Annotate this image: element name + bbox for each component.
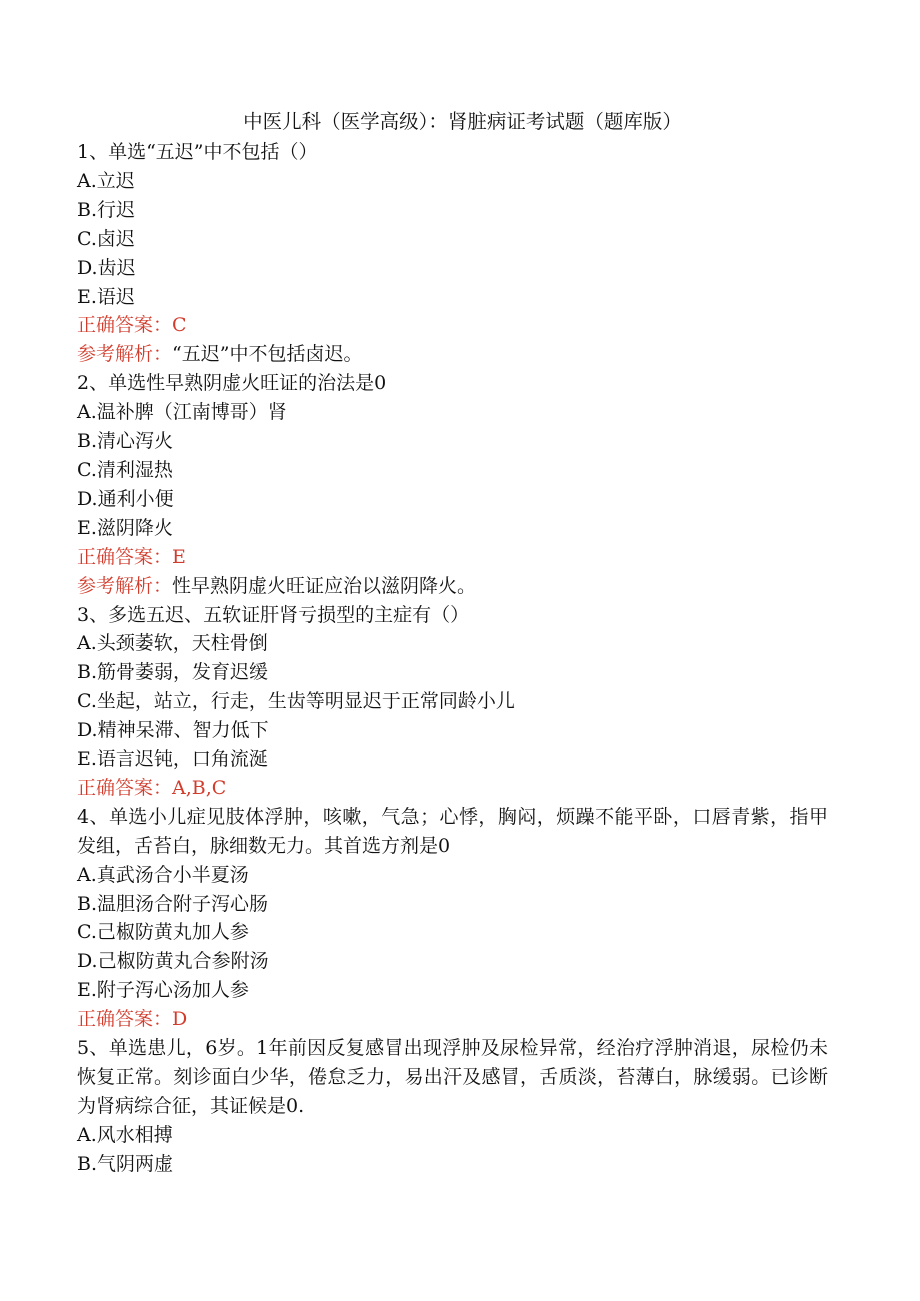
option-a: A.立迟 bbox=[77, 169, 135, 192]
answer-label: 正确答案： bbox=[77, 545, 173, 568]
correct-answer bbox=[77, 1005, 828, 1034]
correct-answer bbox=[77, 543, 828, 572]
option-d: D.齿迟 bbox=[77, 256, 136, 279]
answer-value: E bbox=[172, 545, 186, 568]
question-5 bbox=[77, 1034, 828, 1179]
answer-value: D bbox=[172, 1008, 188, 1031]
option-a: A.真武汤合小半夏汤 bbox=[77, 863, 249, 886]
answer-value: C bbox=[172, 314, 187, 337]
question-4 bbox=[77, 803, 828, 1034]
option-c: C.坐起，站立，行走，生齿等明显迟于正常同龄小儿 bbox=[77, 690, 515, 713]
question-stem: 4、单选小儿症见肢体浮肿，咳嗽，气急；心悸，胸闷，烦躁不能平卧，口唇青紫，指甲发组，舌苔白，脉细数无力。其首选方剂是0 bbox=[77, 805, 828, 857]
question-3 bbox=[77, 601, 828, 803]
option-e: E.语迟 bbox=[77, 285, 135, 308]
answer-label: 正确答案： bbox=[77, 1008, 173, 1031]
correct-answer bbox=[77, 311, 828, 340]
document-title: 中医儿科（医学高级）：肾脏病证考试题（题库版） bbox=[243, 110, 682, 133]
option-d: D.己椒防黄丸合参附汤 bbox=[77, 950, 269, 973]
option-b: B.筋骨萎弱，发育迟缓 bbox=[77, 661, 269, 684]
option-b: B.温胆汤合附子泻心肠 bbox=[77, 892, 269, 915]
option-b: B.气阴两虚 bbox=[77, 1152, 174, 1175]
answer-value: A,B,C bbox=[172, 776, 227, 799]
option-d: D.精神呆滞、智力低下 bbox=[77, 719, 269, 742]
option-c: C.己椒防黄丸加人参 bbox=[77, 921, 249, 944]
option-c: C.卤迟 bbox=[77, 227, 135, 250]
question-stem: 2、单选性早熟阴虚火旺证的治法是0 bbox=[77, 372, 387, 395]
analysis bbox=[77, 572, 828, 601]
option-c: C.清利湿热 bbox=[77, 458, 173, 481]
option-a: A.风水相搏 bbox=[77, 1123, 173, 1146]
option-b: B.清心泻火 bbox=[77, 430, 174, 453]
option-e: E.语言迟钝，口角流涎 bbox=[77, 748, 268, 771]
question-stem: 3、多选五迟、五软证肝肾亏损型的主症有（） bbox=[77, 603, 470, 626]
option-b: B.行迟 bbox=[77, 198, 136, 221]
analysis bbox=[77, 340, 828, 369]
answer-label: 正确答案： bbox=[77, 776, 173, 799]
option-e: E.滋阴降火 bbox=[77, 516, 173, 539]
option-d: D.通利小便 bbox=[77, 487, 174, 510]
option-a: A.头颈萎软，天柱骨倒 bbox=[77, 632, 268, 655]
option-e: E.附子泻心汤加人参 bbox=[77, 979, 249, 1002]
analysis-text: “五迟”中不包括卤迟。 bbox=[172, 343, 363, 366]
analysis-label: 参考解析： bbox=[77, 574, 173, 597]
question-stem: 5、单选患儿，6岁。1年前因反复感冒出现浮肿及尿检异常，经治疗浮肿消退，尿检仍未恢复正常。刻诊面白少华，倦怠乏力，易出汗及感冒，舌质淡，苔薄白，脉缓弱。已诊断为肾病综合征，其证候是0. bbox=[77, 1037, 828, 1117]
correct-answer bbox=[77, 774, 828, 803]
analysis-text: 性早熟阴虚火旺证应治以滋阴降火。 bbox=[172, 574, 477, 597]
question-2 bbox=[77, 369, 828, 600]
analysis-label: 参考解析： bbox=[77, 343, 173, 366]
answer-label: 正确答案： bbox=[77, 314, 173, 337]
question-stem: 1、单选“五迟”中不包括（） bbox=[77, 141, 318, 163]
option-a: A.温补脾（江南博哥）肾 bbox=[77, 401, 287, 424]
question-1 bbox=[77, 138, 828, 369]
